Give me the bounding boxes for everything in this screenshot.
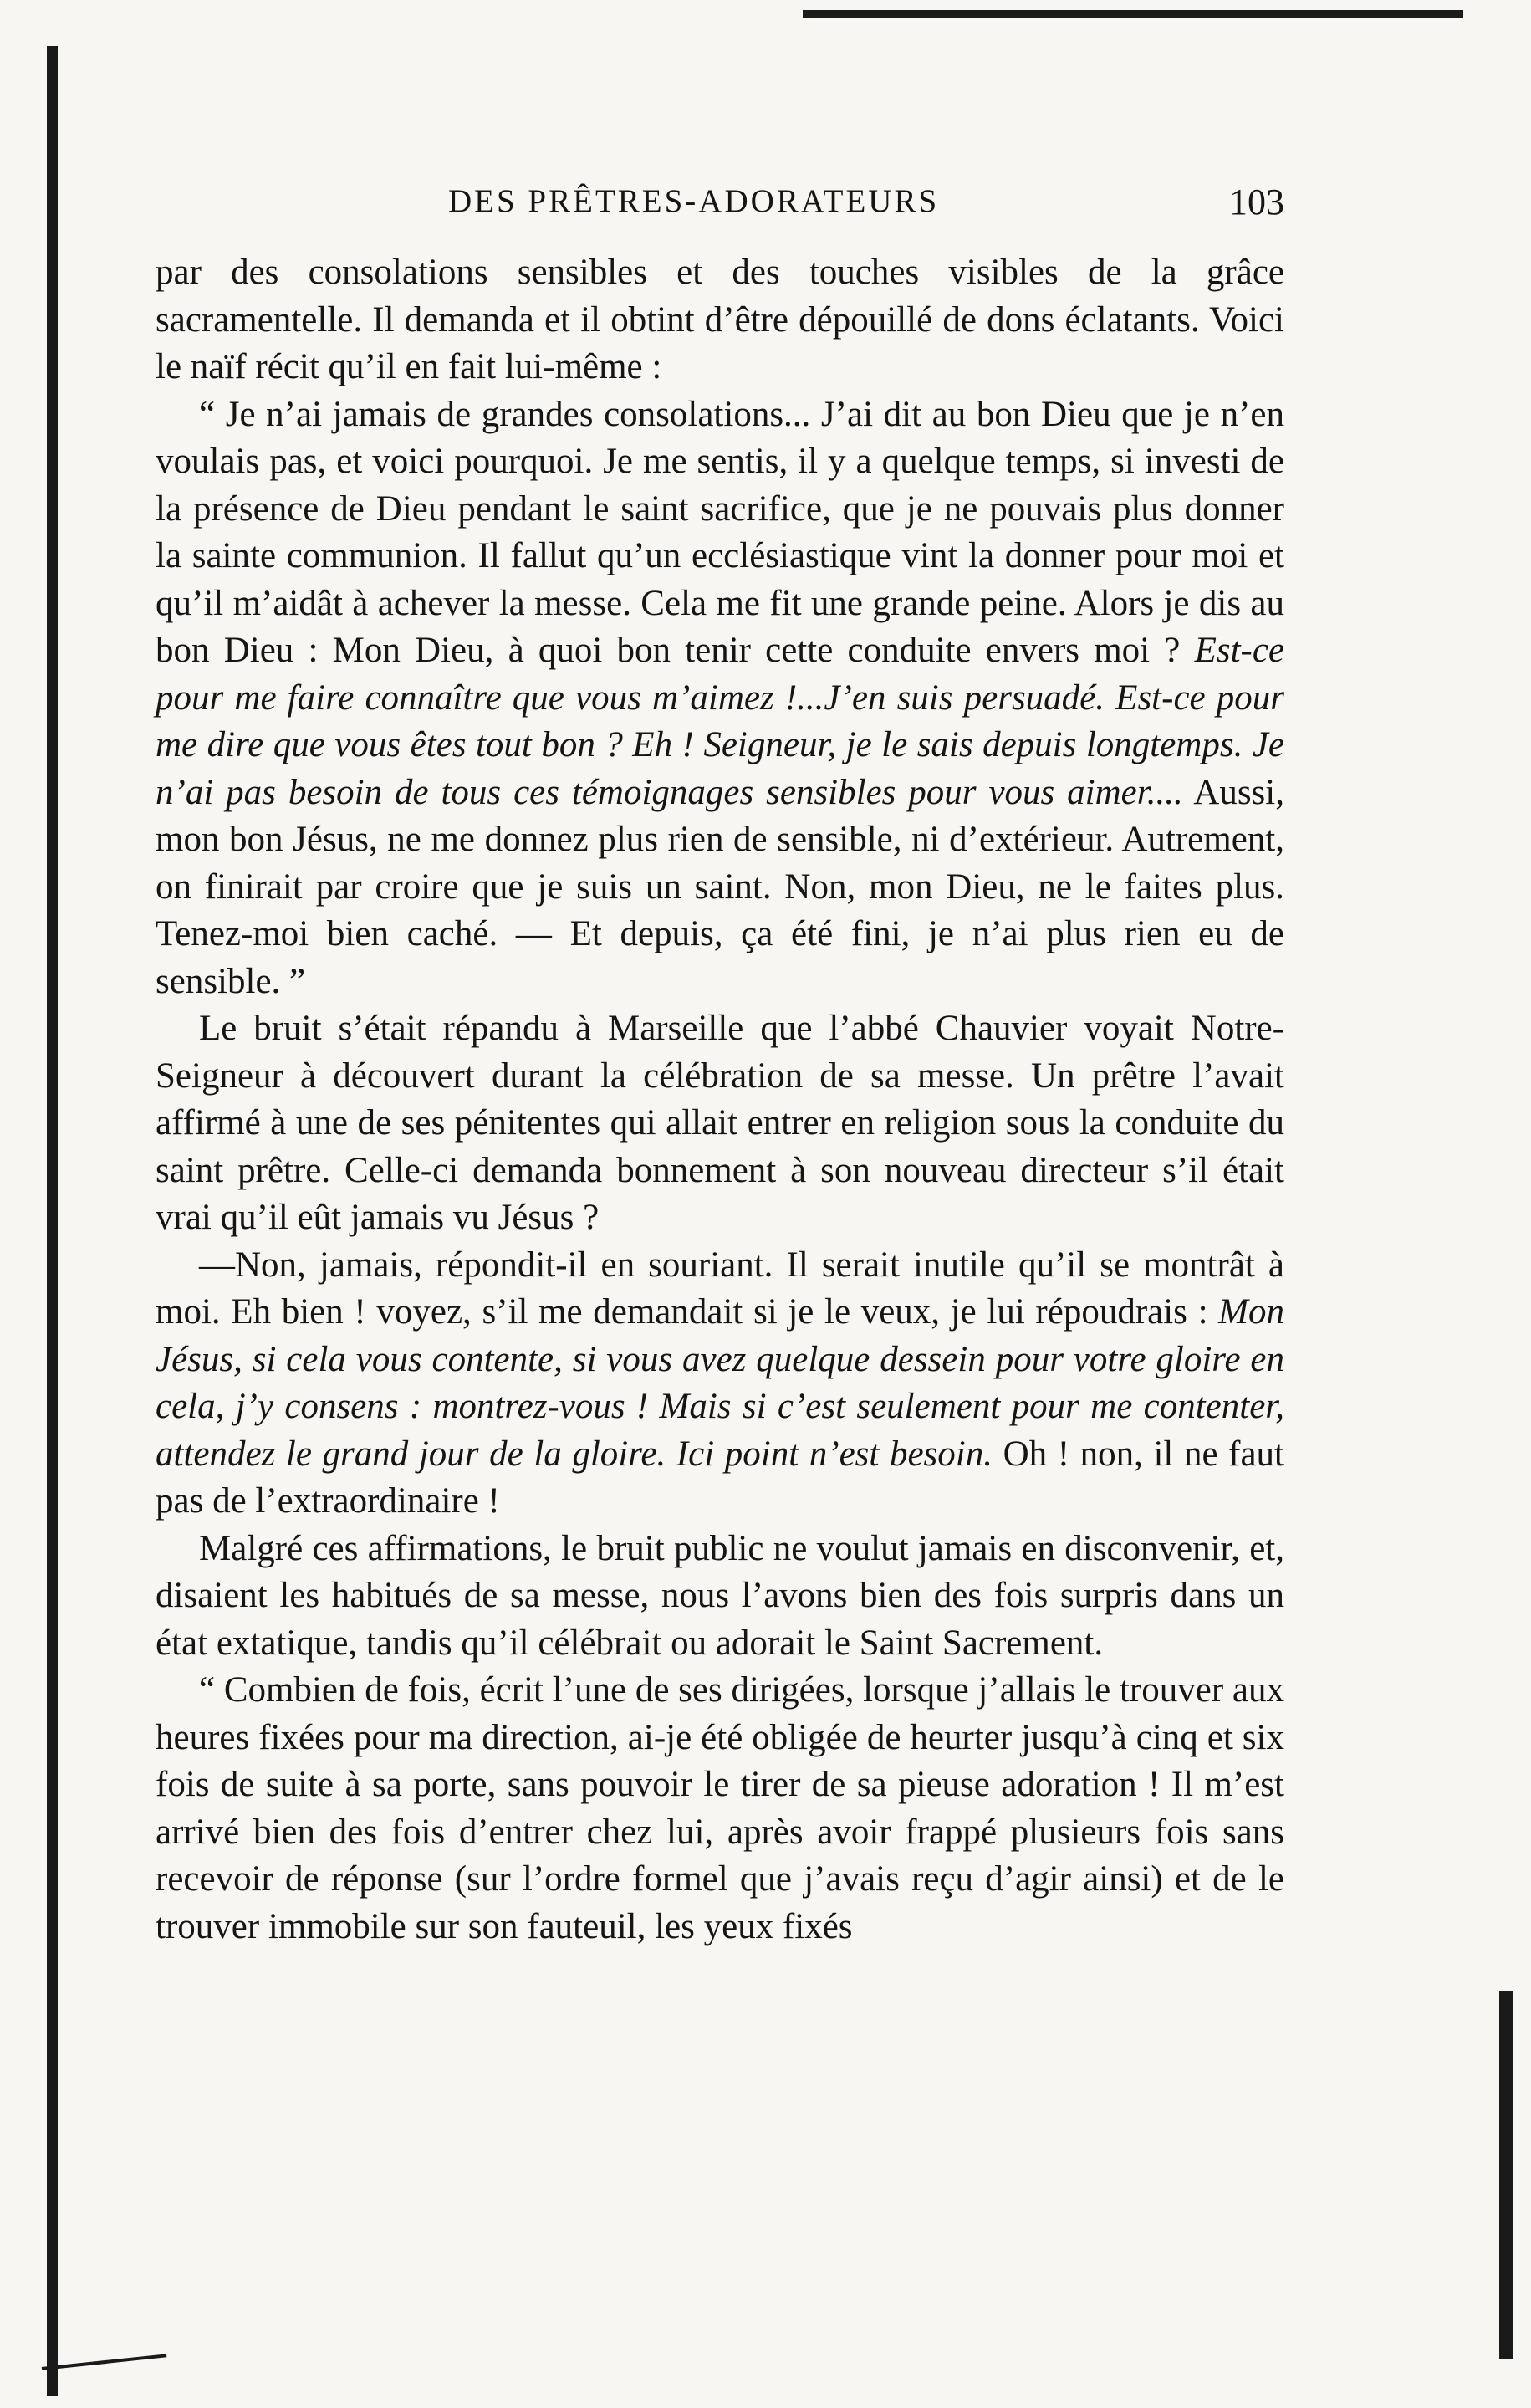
- paragraph: [156, 1005, 1284, 1242]
- text-run: Malgré ces affirmations, le bruit public ne voulut jamais en disconvenir, et, disaient les habitués de sa messe, nous l’avons bien des fois surpris dans un état extatique, tandis qu’il célébrait ou adorait le Saint Sacrement.: [156, 1528, 1284, 1663]
- running-title: DES PRÊTRES-ADORATEURS: [448, 183, 940, 219]
- scan-corner-mark: [42, 2354, 167, 2370]
- paragraph: [156, 1667, 1284, 1950]
- book-page: [156, 182, 1284, 1950]
- running-head: [156, 182, 1284, 233]
- body-text: [156, 249, 1284, 1950]
- page-number: 103: [1229, 181, 1284, 222]
- text-run: Aussi, mon bon Jésus, ne me donnez plus rien de sensible, ni d’extérieur. Autrement, on finirait par croire que je suis un saint. Non, mon Dieu, ne le faites plus. Tenez-moi bien caché. — Et depuis, ça été fini, je n’ai plus rien eu de sensible. ”: [156, 772, 1284, 1001]
- paragraph: [156, 391, 1284, 1006]
- scan-border-right: [1499, 1991, 1513, 2359]
- text-run: “ Je n’ai jamais de grandes consolations... J’ai dit au bon Dieu que je n’en voulais pas, et voici pourquoi. Je me sentis, il y a quelque temps, si investi de la présence de Dieu pendant le saint sacrifice, que je ne pouvais plus donner la sainte communion. Il fallut qu’un ecclésiastique vint la donner pour moi et qu’il m’aidât à achever la messe. Cela me fit une grande peine. Alors je dis au bon Dieu : Mon Dieu, à quoi bon tenir cette conduite envers moi ?: [156, 394, 1284, 670]
- paragraph: [156, 249, 1284, 391]
- scan-border-left: [47, 46, 58, 2396]
- text-run: Oh ! non, il ne faut pas de l’extraordinaire !: [156, 1434, 1285, 1521]
- italic-run: Est-ce pour me faire connaître que vous m’aimez !...J’en suis persuadé. Est-ce pour me dire que vous êtes tout bon ? Eh ! Seigneur, je le sais depuis longtemps. Je n’ai pas besoin de tous ces témoignages sensibles pour vous aimer....: [156, 631, 1284, 812]
- text-run: Le bruit s’était répandu à Marseille que l’abbé Chauvier voyait Notre-Seigneur à découvert durant la célébration de sa messe. Un prêtre l’avait affirmé à une de ses pénitentes qui allait entrer en religion sous la conduite du saint prêtre. Celle-ci demanda bonnement à son nouveau directeur s’il était vrai qu’il eût jamais vu Jésus ?: [156, 1009, 1284, 1237]
- text-run: par des consolations sensibles et des touches visibles de la grâce sacramentelle. Il demanda et il obtint d’être dépouillé de dons éclatants. Voici le naïf récit qu’il en fait lui-même :: [156, 253, 1284, 386]
- italic-run: Mon Jésus, si cela vous contente, si vous avez quelque dessein pour votre gloire en cela, j’y consens : montrez-vous ! Mais si c’est seulement pour me contenter, attendez le grand jour de la gloire. Ici point n’est besoin.: [156, 1292, 1284, 1474]
- paragraph: [156, 1526, 1284, 1668]
- paragraph: [156, 1242, 1284, 1526]
- scan-border-top: [803, 10, 1463, 18]
- text-run: “ Combien de fois, écrit l’une de ses dirigées, lorsque j’allais le trouver aux heures fixées pour ma direction, ai-je été obligée de heurter jusqu’à cinq et six fois de suite à sa porte, sans pouvoir le tirer de sa pieuse adoration ! Il m’est arrivé bien des fois d’entrer chez lui, après avoir frappé plusieurs fois sans recevoir de réponse (sur l’ordre formel que j’avais reçu d’agir ainsi) et de le trouver immobile sur son fauteuil, les yeux fixés: [156, 1670, 1284, 1946]
- text-run: —Non, jamais, répondit-il en souriant. Il serait inutile qu’il se montrât à moi. Eh bien ! voyez, s’il me demandait si je le veux, je lui répoudrais :: [156, 1245, 1284, 1332]
